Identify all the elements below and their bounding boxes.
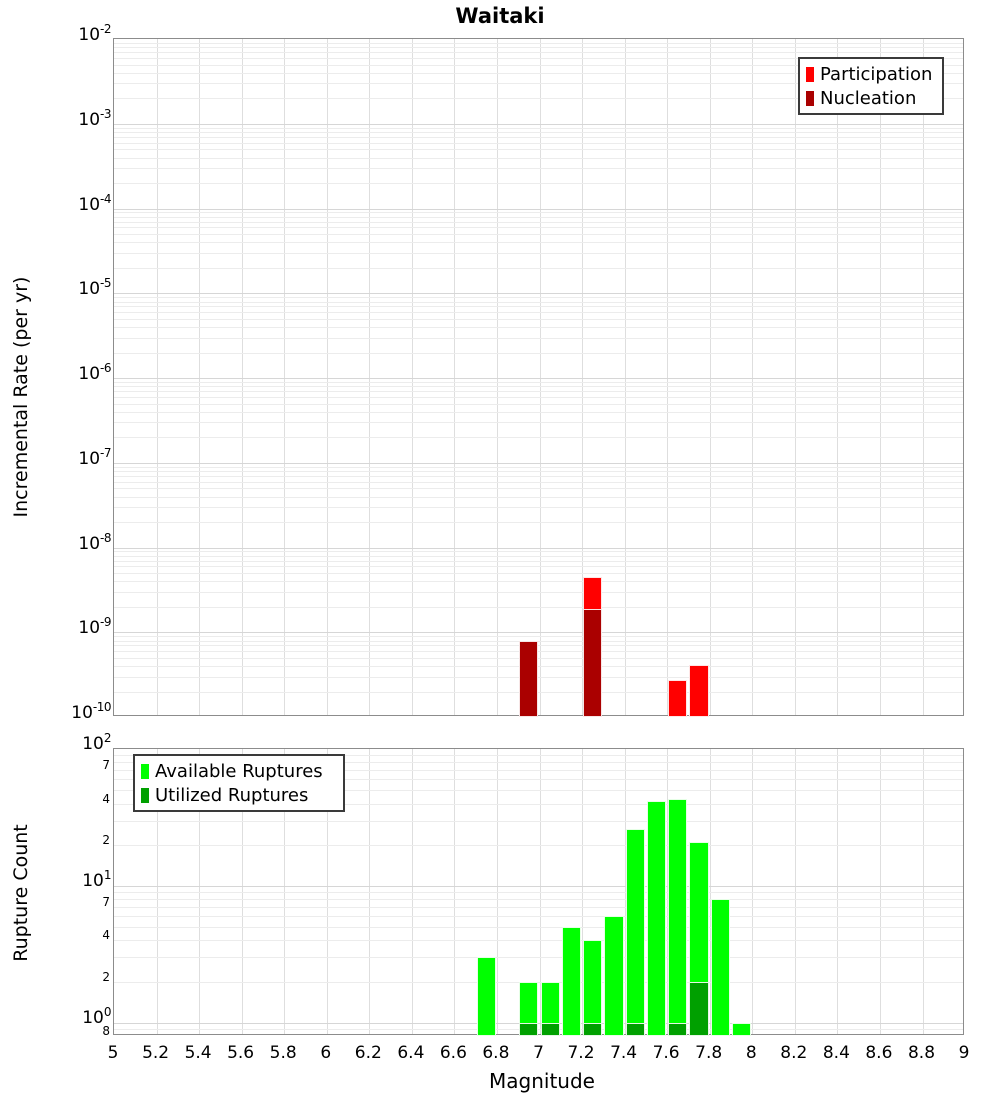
minor-gridline xyxy=(114,561,963,562)
top-y-tick-10e-4: $10^{-4}$ xyxy=(78,191,111,215)
minor-gridline xyxy=(114,845,963,846)
minor-gridline xyxy=(114,573,963,574)
vertical-gridline xyxy=(497,39,498,715)
nucleation-swatch-icon xyxy=(806,91,814,106)
major-gridline xyxy=(114,548,963,549)
bar-utilized-ruptures-m7.65 xyxy=(668,1023,687,1036)
vertical-gridline xyxy=(752,39,753,715)
bottom-y-tick-10e0: $10^0$ xyxy=(82,1004,111,1028)
minor-gridline xyxy=(114,892,963,893)
vertical-gridline xyxy=(923,39,924,715)
minor-gridline xyxy=(114,319,963,320)
bar-available-ruptures-m7.35 xyxy=(604,916,623,1036)
bar-available-ruptures-m7.85 xyxy=(711,899,730,1036)
major-gridline xyxy=(114,378,963,379)
bottom-y-minor-tick-20: 2 xyxy=(102,832,110,847)
minor-gridline xyxy=(114,43,963,44)
bottom-legend xyxy=(133,754,345,812)
x-tick-9: 9 xyxy=(958,1043,970,1063)
x-tick-6: 6 xyxy=(320,1043,332,1063)
top-y-axis-title: Incremental Rate (per yr) xyxy=(10,276,32,518)
top-plot-area xyxy=(113,38,964,716)
bar-available-ruptures-m7.95 xyxy=(732,1023,751,1036)
x-axis-title: Magnitude xyxy=(489,1069,595,1093)
x-tick-6.4: 6.4 xyxy=(397,1043,425,1063)
top-y-tick-10e-8: $10^{-8}$ xyxy=(78,530,111,554)
minor-gridline xyxy=(114,306,963,307)
participation-swatch-icon xyxy=(806,67,814,82)
minor-gridline xyxy=(114,422,963,423)
bottom-y-tick-10e1: $10^1$ xyxy=(82,867,111,891)
x-tick-5.8: 5.8 xyxy=(269,1043,297,1063)
bar-available-ruptures-m7.15 xyxy=(562,927,581,1036)
x-tick-6.8: 6.8 xyxy=(482,1043,510,1063)
x-tick-8.4: 8.4 xyxy=(822,1043,850,1063)
minor-gridline xyxy=(114,476,963,477)
minor-gridline xyxy=(114,658,963,659)
top-legend xyxy=(798,57,944,115)
vertical-gridline xyxy=(242,39,243,715)
top-y-tick-10e-7: $10^{-7}$ xyxy=(78,445,111,469)
x-tick-5.6: 5.6 xyxy=(227,1043,255,1063)
top-y-tick-10e-2: $10^{-2}$ xyxy=(78,22,111,45)
minor-gridline xyxy=(114,497,963,498)
bar-utilized-ruptures-m7.75 xyxy=(689,982,708,1037)
bar-available-ruptures-m6.75 xyxy=(477,957,496,1036)
legend-item-participation xyxy=(804,62,938,86)
major-gridline xyxy=(114,632,963,633)
minor-gridline xyxy=(114,592,963,593)
bar-utilized-ruptures-m7.45 xyxy=(626,1023,645,1036)
minor-gridline xyxy=(114,297,963,298)
top-y-tick-10e-9: $10^{-9}$ xyxy=(78,615,111,639)
minor-gridline xyxy=(114,212,963,213)
vertical-gridline xyxy=(412,39,413,715)
bar-participation-m7.75 xyxy=(689,665,708,717)
bar-utilized-ruptures-m7.25 xyxy=(583,1023,602,1036)
minor-gridline xyxy=(114,482,963,483)
top-y-tick-10e-5: $10^{-5}$ xyxy=(78,276,111,300)
x-tick-8.2: 8.2 xyxy=(780,1043,808,1063)
x-tick-5.2: 5.2 xyxy=(142,1043,170,1063)
minor-gridline xyxy=(114,551,963,552)
minor-gridline xyxy=(114,507,963,508)
utilized-ruptures-swatch-icon xyxy=(141,788,149,803)
minor-gridline xyxy=(114,927,963,928)
major-gridline xyxy=(114,463,963,464)
minor-gridline xyxy=(114,899,963,900)
legend-item-utilized-ruptures xyxy=(139,783,339,807)
minor-gridline xyxy=(114,940,963,941)
minor-gridline xyxy=(114,217,963,218)
bottom-y-minor-tick-7: 7 xyxy=(102,895,110,910)
minor-gridline xyxy=(114,382,963,383)
minor-gridline xyxy=(114,982,963,983)
bar-nucleation-m7.25 xyxy=(583,609,602,717)
minor-gridline xyxy=(114,467,963,468)
minor-gridline xyxy=(114,47,963,48)
minor-gridline xyxy=(114,916,963,917)
minor-gridline xyxy=(114,353,963,354)
x-tick-7: 7 xyxy=(533,1043,544,1063)
minor-gridline xyxy=(114,412,963,413)
minor-gridline xyxy=(114,327,963,328)
vertical-gridline xyxy=(369,39,370,715)
bar-participation-m7.65 xyxy=(668,680,687,717)
bar-utilized-ruptures-m6.95 xyxy=(519,1023,538,1036)
minor-gridline xyxy=(114,907,963,908)
minor-gridline xyxy=(114,158,963,159)
minor-gridline xyxy=(114,268,963,269)
vertical-gridline xyxy=(625,39,626,715)
minor-gridline xyxy=(114,168,963,169)
minor-gridline xyxy=(114,566,963,567)
minor-gridline xyxy=(114,52,963,53)
major-gridline xyxy=(114,209,963,210)
minor-gridline xyxy=(114,128,963,129)
minor-gridline xyxy=(114,471,963,472)
legend-item-available-ruptures xyxy=(139,759,339,783)
vertical-gridline xyxy=(454,39,455,715)
minor-gridline xyxy=(114,386,963,387)
major-gridline xyxy=(114,886,963,887)
bar-available-ruptures-m7.25 xyxy=(583,940,602,1036)
bottom-y-minor-tick-70: 7 xyxy=(102,758,110,773)
bottom-y-minor-tick-40: 4 xyxy=(102,791,110,806)
minor-gridline xyxy=(114,143,963,144)
bottom-y-minor-tick-2: 2 xyxy=(102,969,110,984)
top-y-tick-10e-6: $10^{-6}$ xyxy=(78,361,111,384)
top-y-tick-10e-3: $10^{-3}$ xyxy=(78,106,111,130)
minor-gridline xyxy=(114,302,963,303)
minor-gridline xyxy=(114,957,963,958)
minor-gridline xyxy=(114,391,963,392)
bar-available-ruptures-m7.45 xyxy=(626,829,645,1036)
x-tick-7.2: 7.2 xyxy=(567,1043,595,1063)
top-y-tick-10e-10: $10^{-10}$ xyxy=(71,700,111,723)
vertical-gridline xyxy=(284,39,285,715)
minor-gridline xyxy=(114,692,963,693)
minor-gridline xyxy=(114,645,963,646)
minor-gridline xyxy=(114,338,963,339)
minor-gridline xyxy=(114,437,963,438)
minor-gridline xyxy=(114,137,963,138)
major-gridline xyxy=(114,124,963,125)
minor-gridline xyxy=(114,607,963,608)
x-tick-6.2: 6.2 xyxy=(354,1043,382,1063)
minor-gridline xyxy=(114,677,963,678)
bottom-y-minor-tick-0.8: 8 xyxy=(102,1024,110,1038)
minor-gridline xyxy=(114,183,963,184)
x-tick-8: 8 xyxy=(745,1043,757,1063)
legend-label-available-ruptures: Available Ruptures xyxy=(155,760,323,782)
minor-gridline xyxy=(114,636,963,637)
minor-gridline xyxy=(114,666,963,667)
legend-label-participation: Participation xyxy=(820,63,933,85)
bar-available-ruptures-m7.55 xyxy=(647,801,666,1036)
minor-gridline xyxy=(114,227,963,228)
minor-gridline xyxy=(114,234,963,235)
bottom-y-axis-title: Rupture Count xyxy=(10,824,32,962)
minor-gridline xyxy=(114,404,963,405)
minor-gridline xyxy=(114,1029,963,1030)
x-tick-5: 5 xyxy=(107,1043,119,1063)
x-tick-8.8: 8.8 xyxy=(907,1043,936,1063)
legend-label-utilized-ruptures: Utilized Ruptures xyxy=(155,784,309,806)
major-gridline xyxy=(114,293,963,294)
vertical-gridline xyxy=(667,39,668,715)
bar-nucleation-m6.95 xyxy=(519,641,538,718)
vertical-gridline xyxy=(710,39,711,715)
legend-item-nucleation xyxy=(804,86,938,110)
vertical-gridline xyxy=(540,39,541,715)
minor-gridline xyxy=(114,581,963,582)
major-gridline xyxy=(114,1023,963,1024)
vertical-gridline xyxy=(837,39,838,715)
chart-title: Waitaki xyxy=(455,4,545,28)
minor-gridline xyxy=(114,651,963,652)
minor-gridline xyxy=(114,222,963,223)
legend-label-nucleation: Nucleation xyxy=(820,87,917,109)
bar-available-ruptures-m7.65 xyxy=(668,799,687,1036)
bottom-y-minor-tick-4: 4 xyxy=(102,928,110,943)
bar-utilized-ruptures-m7.05 xyxy=(541,1023,560,1036)
vertical-gridline xyxy=(880,39,881,715)
minor-gridline xyxy=(114,242,963,243)
minor-gridline xyxy=(114,149,963,150)
minor-gridline xyxy=(114,556,963,557)
vertical-gridline xyxy=(199,39,200,715)
minor-gridline xyxy=(114,522,963,523)
minor-gridline xyxy=(114,253,963,254)
minor-gridline xyxy=(114,488,963,489)
x-tick-7.8: 7.8 xyxy=(695,1043,723,1063)
x-tick-6.6: 6.6 xyxy=(439,1043,467,1063)
minor-gridline xyxy=(114,641,963,642)
available-ruptures-swatch-icon xyxy=(141,764,149,779)
x-tick-8.6: 8.6 xyxy=(865,1043,893,1063)
x-tick-7.6: 7.6 xyxy=(652,1043,680,1063)
minor-gridline xyxy=(114,132,963,133)
minor-gridline xyxy=(114,397,963,398)
minor-gridline xyxy=(114,312,963,313)
vertical-gridline xyxy=(157,39,158,715)
x-tick-7.4: 7.4 xyxy=(610,1043,638,1063)
bottom-y-tick-10e2: $10^2$ xyxy=(82,731,111,754)
vertical-gridline xyxy=(795,39,796,715)
x-tick-5.4: 5.4 xyxy=(184,1043,212,1063)
minor-gridline xyxy=(114,821,963,822)
vertical-gridline xyxy=(327,39,328,715)
